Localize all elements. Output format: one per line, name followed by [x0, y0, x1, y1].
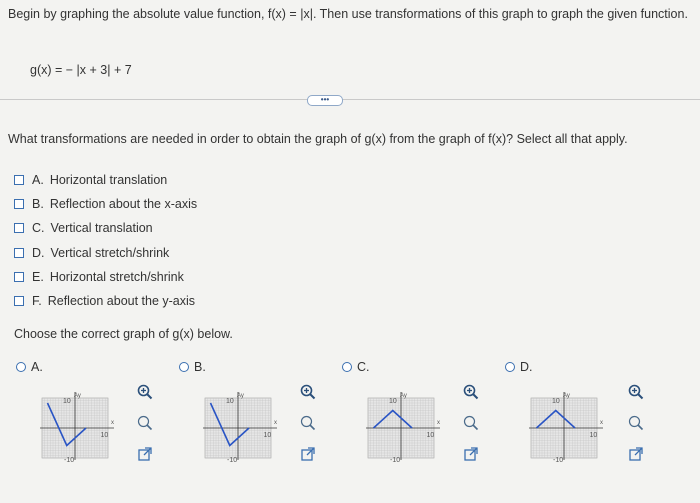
problem-instruction: Begin by graphing the absolute value function, f(x) = |x|. Then use transformations of this graph to graph the given function. [8, 7, 688, 21]
graph-b-radio[interactable] [179, 362, 189, 372]
zoom-in-icon[interactable] [463, 384, 479, 400]
graph-a-tools [137, 384, 155, 477]
open-new-window-icon[interactable] [137, 446, 153, 462]
graph-choice-letter: C. [357, 360, 370, 374]
expand-button[interactable]: ••• [307, 95, 343, 106]
y-min-label: -10 [227, 457, 238, 464]
y-min-label: -10 [553, 457, 564, 464]
graph-a-radio[interactable] [16, 362, 26, 372]
option-label: Vertical stretch/shrink [50, 246, 170, 260]
zoom-out-icon[interactable] [628, 415, 644, 431]
y-min-label: -10 [390, 457, 401, 464]
graph-choice-b[interactable] [179, 360, 206, 374]
graph-choice-a[interactable] [16, 360, 43, 374]
graph-d-radio[interactable] [505, 362, 515, 372]
option-e-checkbox[interactable] [14, 272, 24, 282]
graph-choice-d[interactable] [505, 360, 533, 374]
graph-c-tools [463, 384, 481, 477]
option-label: Vertical translation [50, 221, 153, 235]
option-d[interactable] [14, 245, 169, 261]
zoom-in-icon[interactable] [628, 384, 644, 400]
graph-a-plot [36, 386, 132, 470]
transformations-question: What transformations are needed in order to obtain the graph of g(x) from the graph of f(x)? Select all that apply. [8, 132, 628, 146]
option-label: Reflection about the y-axis [47, 294, 196, 308]
option-letter: C. [32, 221, 45, 235]
option-label: Horizontal translation [49, 173, 168, 187]
y-max-label: 10 [389, 398, 397, 405]
graph-b-tools [300, 384, 318, 477]
open-new-window-icon[interactable] [300, 446, 316, 462]
zoom-in-icon[interactable] [137, 384, 153, 400]
y-max-label: 10 [63, 398, 71, 405]
x-axis-label: x [600, 420, 603, 426]
graph-choice-letter: D. [520, 360, 533, 374]
graph-d-tools [628, 384, 646, 477]
option-label: Horizontal stretch/shrink [49, 270, 184, 284]
graph-b-plot [199, 386, 295, 470]
open-new-window-icon[interactable] [463, 446, 479, 462]
x-max-label: 10 [100, 432, 109, 439]
divider [0, 99, 700, 100]
option-c[interactable] [14, 220, 153, 236]
option-a-checkbox[interactable] [14, 175, 24, 185]
option-b-checkbox[interactable] [14, 199, 24, 209]
option-letter: D. [32, 246, 45, 260]
zoom-out-icon[interactable] [463, 415, 479, 431]
x-max-label: 10 [426, 432, 435, 439]
option-e[interactable] [14, 269, 184, 285]
choose-graph-prompt: Choose the correct graph of g(x) below. [14, 327, 233, 341]
option-f-checkbox[interactable] [14, 296, 24, 306]
option-label: Reflection about the x-axis [49, 197, 198, 211]
y-axis-label: Ay [74, 393, 81, 399]
y-max-label: 10 [552, 398, 560, 405]
graph-choice-letter: A. [31, 360, 43, 374]
option-b[interactable] [14, 196, 197, 212]
option-f[interactable] [14, 293, 195, 309]
x-max-label: 10 [589, 432, 598, 439]
open-new-window-icon[interactable] [628, 446, 644, 462]
graph-choice-c[interactable] [342, 360, 370, 374]
zoom-in-icon[interactable] [300, 384, 316, 400]
option-letter: B. [32, 197, 44, 211]
option-c-checkbox[interactable] [14, 223, 24, 233]
graph-c-radio[interactable] [342, 362, 352, 372]
y-axis-label: Ay [400, 393, 407, 399]
y-min-label: -10 [64, 457, 75, 464]
y-max-label: 10 [226, 398, 234, 405]
option-letter: E. [32, 270, 44, 284]
graph-d-plot [525, 386, 621, 470]
x-axis-label: x [437, 420, 440, 426]
zoom-out-icon[interactable] [300, 415, 316, 431]
graph-choice-letter: B. [194, 360, 206, 374]
x-max-label: 10 [263, 432, 272, 439]
given-function: g(x) = − |x + 3| + 7 [30, 63, 132, 77]
y-axis-label: Ay [563, 393, 570, 399]
option-a[interactable] [14, 172, 167, 188]
zoom-out-icon[interactable] [137, 415, 153, 431]
option-letter: F. [32, 294, 42, 308]
option-letter: A. [32, 173, 44, 187]
y-axis-label: Ay [237, 393, 244, 399]
option-d-checkbox[interactable] [14, 248, 24, 258]
x-axis-label: x [111, 420, 114, 426]
graph-c-plot [362, 386, 458, 470]
x-axis-label: x [274, 420, 277, 426]
